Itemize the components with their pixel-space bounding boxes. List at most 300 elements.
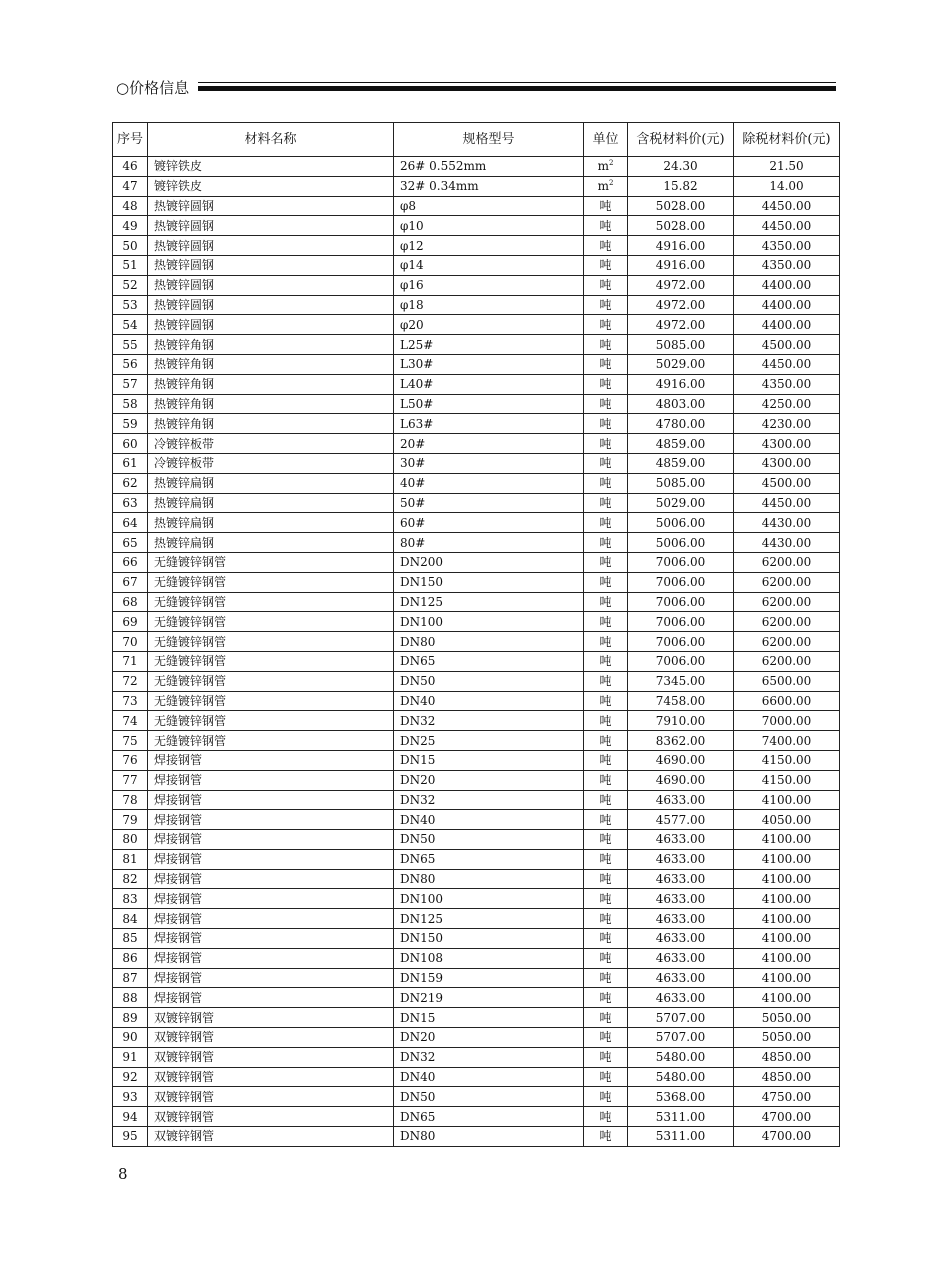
cell-material-name: 热镀锌圆钢	[148, 315, 394, 335]
cell-no: 80	[113, 830, 148, 850]
cell-tax-price: 5311.00	[628, 1107, 734, 1127]
cell-tax-price: 4690.00	[628, 770, 734, 790]
cell-unit: 吨	[584, 275, 628, 295]
cell-no: 55	[113, 335, 148, 355]
cell-notax-price: 4100.00	[734, 790, 840, 810]
cell-unit: 吨	[584, 1107, 628, 1127]
cell-unit: 吨	[584, 810, 628, 830]
cell-notax-price: 4500.00	[734, 473, 840, 493]
cell-unit: 吨	[584, 552, 628, 572]
cell-unit: 吨	[584, 196, 628, 216]
cell-unit: 吨	[584, 434, 628, 454]
table-row	[113, 750, 840, 770]
cell-tax-price: 7006.00	[628, 552, 734, 572]
cell-spec: φ14	[394, 255, 584, 275]
cell-unit: 吨	[584, 770, 628, 790]
cell-spec: L50#	[394, 394, 584, 414]
cell-spec: L30#	[394, 354, 584, 374]
table-row	[113, 830, 840, 850]
cell-tax-price: 4916.00	[628, 374, 734, 394]
price-table-header	[113, 123, 840, 157]
cell-spec: 26# 0.552mm	[394, 157, 584, 177]
table-row	[113, 988, 840, 1008]
section-header	[116, 78, 836, 100]
cell-no: 53	[113, 295, 148, 315]
cell-tax-price: 4859.00	[628, 434, 734, 454]
cell-spec: L25#	[394, 335, 584, 355]
cell-material-name: 双镀锌钢管	[148, 1047, 394, 1067]
cell-unit: 吨	[584, 968, 628, 988]
cell-material-name: 热镀锌角钢	[148, 374, 394, 394]
cell-notax-price: 4100.00	[734, 968, 840, 988]
cell-unit: 吨	[584, 651, 628, 671]
cell-tax-price: 7006.00	[628, 572, 734, 592]
cell-unit: 吨	[584, 493, 628, 513]
cell-material-name: 焊接钢管	[148, 948, 394, 968]
cell-material-name: 无缝镀锌钢管	[148, 572, 394, 592]
cell-notax-price: 4100.00	[734, 909, 840, 929]
cell-notax-price: 4850.00	[734, 1067, 840, 1087]
cell-unit: 吨	[584, 830, 628, 850]
cell-tax-price: 4633.00	[628, 830, 734, 850]
cell-spec: DN32	[394, 711, 584, 731]
cell-no: 71	[113, 651, 148, 671]
table-row	[113, 493, 840, 513]
cell-notax-price: 4400.00	[734, 275, 840, 295]
cell-spec: DN40	[394, 691, 584, 711]
cell-tax-price: 15.82	[628, 176, 734, 196]
cell-unit: 吨	[584, 612, 628, 632]
cell-tax-price: 5029.00	[628, 493, 734, 513]
cell-notax-price: 5050.00	[734, 1008, 840, 1028]
cell-no: 73	[113, 691, 148, 711]
table-row	[113, 1127, 840, 1147]
cell-notax-price: 6200.00	[734, 651, 840, 671]
cell-spec: DN40	[394, 810, 584, 830]
cell-notax-price: 4350.00	[734, 236, 840, 256]
cell-no: 90	[113, 1028, 148, 1048]
cell-unit: 吨	[584, 988, 628, 1008]
cell-no: 95	[113, 1127, 148, 1147]
cell-no: 54	[113, 315, 148, 335]
cell-no: 91	[113, 1047, 148, 1067]
cell-no: 76	[113, 750, 148, 770]
cell-material-name: 热镀锌扁钢	[148, 473, 394, 493]
cell-spec: DN150	[394, 572, 584, 592]
cell-tax-price: 4690.00	[628, 750, 734, 770]
cell-notax-price: 4150.00	[734, 750, 840, 770]
col-header-unit: 单位	[584, 123, 628, 157]
cell-no: 61	[113, 453, 148, 473]
cell-no: 86	[113, 948, 148, 968]
cell-notax-price: 4150.00	[734, 770, 840, 790]
cell-material-name: 热镀锌角钢	[148, 354, 394, 374]
cell-material-name: 双镀锌钢管	[148, 1067, 394, 1087]
cell-no: 70	[113, 632, 148, 652]
cell-spec: φ10	[394, 216, 584, 236]
cell-spec: DN159	[394, 968, 584, 988]
col-header-notax-price: 除税材料价(元)	[734, 123, 840, 157]
cell-notax-price: 4450.00	[734, 196, 840, 216]
table-row	[113, 176, 840, 196]
cell-unit: 吨	[584, 1087, 628, 1107]
cell-material-name: 热镀锌圆钢	[148, 216, 394, 236]
cell-no: 72	[113, 671, 148, 691]
cell-tax-price: 5707.00	[628, 1028, 734, 1048]
table-row	[113, 929, 840, 949]
cell-unit: 吨	[584, 236, 628, 256]
cell-material-name: 焊接钢管	[148, 750, 394, 770]
cell-unit: 吨	[584, 849, 628, 869]
cell-unit: $m^2$	[584, 176, 628, 196]
cell-spec: DN100	[394, 612, 584, 632]
cell-spec: DN32	[394, 1047, 584, 1067]
cell-unit: 吨	[584, 473, 628, 493]
cell-no: 65	[113, 533, 148, 553]
cell-spec: DN25	[394, 731, 584, 751]
table-row	[113, 196, 840, 216]
cell-spec: DN80	[394, 632, 584, 652]
cell-no: 93	[113, 1087, 148, 1107]
table-row	[113, 473, 840, 493]
table-row	[113, 157, 840, 177]
cell-spec: DN50	[394, 671, 584, 691]
cell-spec: DN40	[394, 1067, 584, 1087]
cell-material-name: 冷镀锌板带	[148, 434, 394, 454]
table-row	[113, 691, 840, 711]
cell-material-name: 无缝镀锌钢管	[148, 612, 394, 632]
cell-spec: 32# 0.34mm	[394, 176, 584, 196]
cell-spec: DN150	[394, 929, 584, 949]
cell-tax-price: 5311.00	[628, 1127, 734, 1147]
table-row	[113, 968, 840, 988]
cell-tax-price: 5028.00	[628, 196, 734, 216]
table-row	[113, 394, 840, 414]
table-row	[113, 275, 840, 295]
col-header-spec: 规格型号	[394, 123, 584, 157]
cell-tax-price: 4633.00	[628, 929, 734, 949]
cell-material-name: 无缝镀锌钢管	[148, 711, 394, 731]
cell-material-name: 热镀锌扁钢	[148, 533, 394, 553]
cell-material-name: 无缝镀锌钢管	[148, 632, 394, 652]
cell-no: 75	[113, 731, 148, 751]
table-row	[113, 770, 840, 790]
cell-no: 60	[113, 434, 148, 454]
cell-no: 74	[113, 711, 148, 731]
cell-spec: φ18	[394, 295, 584, 315]
cell-spec: φ8	[394, 196, 584, 216]
cell-tax-price: 5028.00	[628, 216, 734, 236]
table-row	[113, 434, 840, 454]
cell-no: 48	[113, 196, 148, 216]
cell-unit: 吨	[584, 1008, 628, 1028]
cell-unit: 吨	[584, 731, 628, 751]
cell-tax-price: 4633.00	[628, 790, 734, 810]
cell-notax-price: 6500.00	[734, 671, 840, 691]
cell-spec: DN200	[394, 552, 584, 572]
cell-tax-price: 4803.00	[628, 394, 734, 414]
cell-spec: φ12	[394, 236, 584, 256]
table-row	[113, 612, 840, 632]
cell-spec: DN125	[394, 592, 584, 612]
cell-material-name: 焊接钢管	[148, 869, 394, 889]
cell-notax-price: 4400.00	[734, 315, 840, 335]
cell-unit: 吨	[584, 1127, 628, 1147]
cell-tax-price: 4633.00	[628, 849, 734, 869]
table-row	[113, 810, 840, 830]
table-row	[113, 948, 840, 968]
cell-material-name: 热镀锌圆钢	[148, 236, 394, 256]
cell-material-name: 热镀锌扁钢	[148, 513, 394, 533]
cell-spec: 40#	[394, 473, 584, 493]
cell-no: 59	[113, 414, 148, 434]
cell-no: 87	[113, 968, 148, 988]
cell-notax-price: 6200.00	[734, 572, 840, 592]
cell-no: 58	[113, 394, 148, 414]
cell-spec: DN100	[394, 889, 584, 909]
cell-unit: 吨	[584, 909, 628, 929]
table-row	[113, 335, 840, 355]
table-row	[113, 453, 840, 473]
cell-unit: 吨	[584, 929, 628, 949]
table-row	[113, 354, 840, 374]
cell-material-name: 热镀锌角钢	[148, 394, 394, 414]
cell-spec: DN108	[394, 948, 584, 968]
cell-notax-price: 4350.00	[734, 255, 840, 275]
cell-no: 67	[113, 572, 148, 592]
cell-unit: 吨	[584, 948, 628, 968]
cell-unit: 吨	[584, 1067, 628, 1087]
header-rule-thin	[198, 82, 836, 83]
cell-tax-price: 7006.00	[628, 632, 734, 652]
cell-spec: 50#	[394, 493, 584, 513]
cell-no: 56	[113, 354, 148, 374]
cell-notax-price: 4430.00	[734, 513, 840, 533]
cell-no: 82	[113, 869, 148, 889]
table-row	[113, 889, 840, 909]
cell-no: 46	[113, 157, 148, 177]
cell-unit: 吨	[584, 414, 628, 434]
cell-material-name: 焊接钢管	[148, 929, 394, 949]
cell-spec: φ16	[394, 275, 584, 295]
cell-tax-price: 4859.00	[628, 453, 734, 473]
table-row	[113, 1107, 840, 1127]
cell-tax-price: 5006.00	[628, 533, 734, 553]
cell-notax-price: 7400.00	[734, 731, 840, 751]
table-row	[113, 255, 840, 275]
cell-tax-price: 4633.00	[628, 988, 734, 1008]
cell-spec: 20#	[394, 434, 584, 454]
cell-material-name: 焊接钢管	[148, 849, 394, 869]
table-row	[113, 711, 840, 731]
cell-tax-price: 4780.00	[628, 414, 734, 434]
table-row	[113, 1067, 840, 1087]
cell-notax-price: 4300.00	[734, 434, 840, 454]
table-row	[113, 572, 840, 592]
cell-no: 81	[113, 849, 148, 869]
cell-notax-price: 4450.00	[734, 354, 840, 374]
table-row	[113, 216, 840, 236]
cell-notax-price: 4450.00	[734, 493, 840, 513]
cell-material-name: 双镀锌钢管	[148, 1028, 394, 1048]
cell-no: 94	[113, 1107, 148, 1127]
cell-unit: 吨	[584, 335, 628, 355]
cell-unit: 吨	[584, 592, 628, 612]
cell-unit: 吨	[584, 315, 628, 335]
cell-material-name: 热镀锌圆钢	[148, 255, 394, 275]
cell-material-name: 热镀锌角钢	[148, 414, 394, 434]
cell-tax-price: 5029.00	[628, 354, 734, 374]
cell-tax-price: 7910.00	[628, 711, 734, 731]
cell-no: 47	[113, 176, 148, 196]
cell-unit: 吨	[584, 632, 628, 652]
cell-notax-price: 7000.00	[734, 711, 840, 731]
cell-no: 62	[113, 473, 148, 493]
cell-no: 79	[113, 810, 148, 830]
cell-spec: DN80	[394, 869, 584, 889]
cell-unit: 吨	[584, 255, 628, 275]
cell-tax-price: 5480.00	[628, 1047, 734, 1067]
cell-unit: 吨	[584, 572, 628, 592]
table-row	[113, 671, 840, 691]
cell-unit: 吨	[584, 869, 628, 889]
price-table-body	[113, 157, 840, 1147]
price-table	[112, 122, 840, 1147]
cell-no: 83	[113, 889, 148, 909]
cell-spec: DN219	[394, 988, 584, 1008]
table-row	[113, 790, 840, 810]
cell-spec: DN65	[394, 651, 584, 671]
cell-notax-price: 4100.00	[734, 889, 840, 909]
cell-notax-price: 6600.00	[734, 691, 840, 711]
cell-notax-price: 4100.00	[734, 869, 840, 889]
cell-spec: DN50	[394, 1087, 584, 1107]
cell-unit: 吨	[584, 691, 628, 711]
cell-unit: 吨	[584, 295, 628, 315]
cell-notax-price: 4100.00	[734, 929, 840, 949]
cell-unit: 吨	[584, 453, 628, 473]
cell-material-name: 焊接钢管	[148, 909, 394, 929]
table-row	[113, 869, 840, 889]
cell-unit: 吨	[584, 750, 628, 770]
cell-spec: DN32	[394, 790, 584, 810]
cell-spec: DN20	[394, 770, 584, 790]
table-row	[113, 849, 840, 869]
cell-notax-price: 4430.00	[734, 533, 840, 553]
cell-notax-price: 4100.00	[734, 988, 840, 1008]
cell-spec: DN65	[394, 849, 584, 869]
cell-notax-price: 4850.00	[734, 1047, 840, 1067]
cell-tax-price: 4972.00	[628, 315, 734, 335]
cell-tax-price: 4916.00	[628, 255, 734, 275]
cell-no: 57	[113, 374, 148, 394]
cell-tax-price: 5085.00	[628, 473, 734, 493]
cell-tax-price: 4633.00	[628, 948, 734, 968]
cell-unit: 吨	[584, 394, 628, 414]
cell-notax-price: 4300.00	[734, 453, 840, 473]
cell-notax-price: 4230.00	[734, 414, 840, 434]
cell-spec: 60#	[394, 513, 584, 533]
cell-no: 66	[113, 552, 148, 572]
cell-tax-price: 5006.00	[628, 513, 734, 533]
cell-unit: 吨	[584, 889, 628, 909]
cell-notax-price: 5050.00	[734, 1028, 840, 1048]
cell-notax-price: 4050.00	[734, 810, 840, 830]
cell-tax-price: 7345.00	[628, 671, 734, 691]
cell-no: 50	[113, 236, 148, 256]
cell-material-name: 焊接钢管	[148, 770, 394, 790]
cell-spec: φ20	[394, 315, 584, 335]
cell-notax-price: 6200.00	[734, 552, 840, 572]
cell-notax-price: 4450.00	[734, 216, 840, 236]
cell-no: 52	[113, 275, 148, 295]
cell-material-name: 热镀锌角钢	[148, 335, 394, 355]
cell-spec: DN20	[394, 1028, 584, 1048]
cell-material-name: 镀锌铁皮	[148, 176, 394, 196]
cell-tax-price: 4577.00	[628, 810, 734, 830]
cell-material-name: 焊接钢管	[148, 988, 394, 1008]
table-row	[113, 909, 840, 929]
cell-tax-price: 7006.00	[628, 612, 734, 632]
cell-spec: DN80	[394, 1127, 584, 1147]
cell-material-name: 无缝镀锌钢管	[148, 552, 394, 572]
cell-notax-price: 21.50	[734, 157, 840, 177]
cell-tax-price: 24.30	[628, 157, 734, 177]
table-row	[113, 1008, 840, 1028]
cell-no: 69	[113, 612, 148, 632]
table-row	[113, 592, 840, 612]
cell-material-name: 热镀锌扁钢	[148, 493, 394, 513]
cell-material-name: 双镀锌钢管	[148, 1008, 394, 1028]
cell-tax-price: 5707.00	[628, 1008, 734, 1028]
cell-material-name: 焊接钢管	[148, 889, 394, 909]
cell-notax-price: 4500.00	[734, 335, 840, 355]
cell-unit: 吨	[584, 790, 628, 810]
cell-tax-price: 7006.00	[628, 592, 734, 612]
cell-spec: DN15	[394, 1008, 584, 1028]
cell-notax-price: 6200.00	[734, 612, 840, 632]
cell-material-name: 双镀锌钢管	[148, 1127, 394, 1147]
cell-unit: 吨	[584, 374, 628, 394]
cell-tax-price: 4633.00	[628, 909, 734, 929]
cell-spec: DN65	[394, 1107, 584, 1127]
cell-no: 84	[113, 909, 148, 929]
table-row	[113, 374, 840, 394]
cell-material-name: 无缝镀锌钢管	[148, 592, 394, 612]
table-row	[113, 632, 840, 652]
table-row	[113, 1028, 840, 1048]
cell-unit: 吨	[584, 711, 628, 731]
section-title: ○价格信息	[116, 79, 190, 97]
cell-spec: 80#	[394, 533, 584, 553]
table-row	[113, 1087, 840, 1107]
header-rule-thick	[198, 86, 836, 91]
cell-no: 85	[113, 929, 148, 949]
cell-spec: DN50	[394, 830, 584, 850]
cell-notax-price: 4350.00	[734, 374, 840, 394]
cell-spec: DN15	[394, 750, 584, 770]
cell-material-name: 冷镀锌板带	[148, 453, 394, 473]
cell-notax-price: 4700.00	[734, 1107, 840, 1127]
col-header-tax-price: 含税材料价(元)	[628, 123, 734, 157]
table-row	[113, 533, 840, 553]
cell-material-name: 热镀锌圆钢	[148, 275, 394, 295]
table-row	[113, 295, 840, 315]
cell-tax-price: 4633.00	[628, 889, 734, 909]
cell-no: 51	[113, 255, 148, 275]
cell-tax-price: 4972.00	[628, 295, 734, 315]
cell-tax-price: 4633.00	[628, 968, 734, 988]
